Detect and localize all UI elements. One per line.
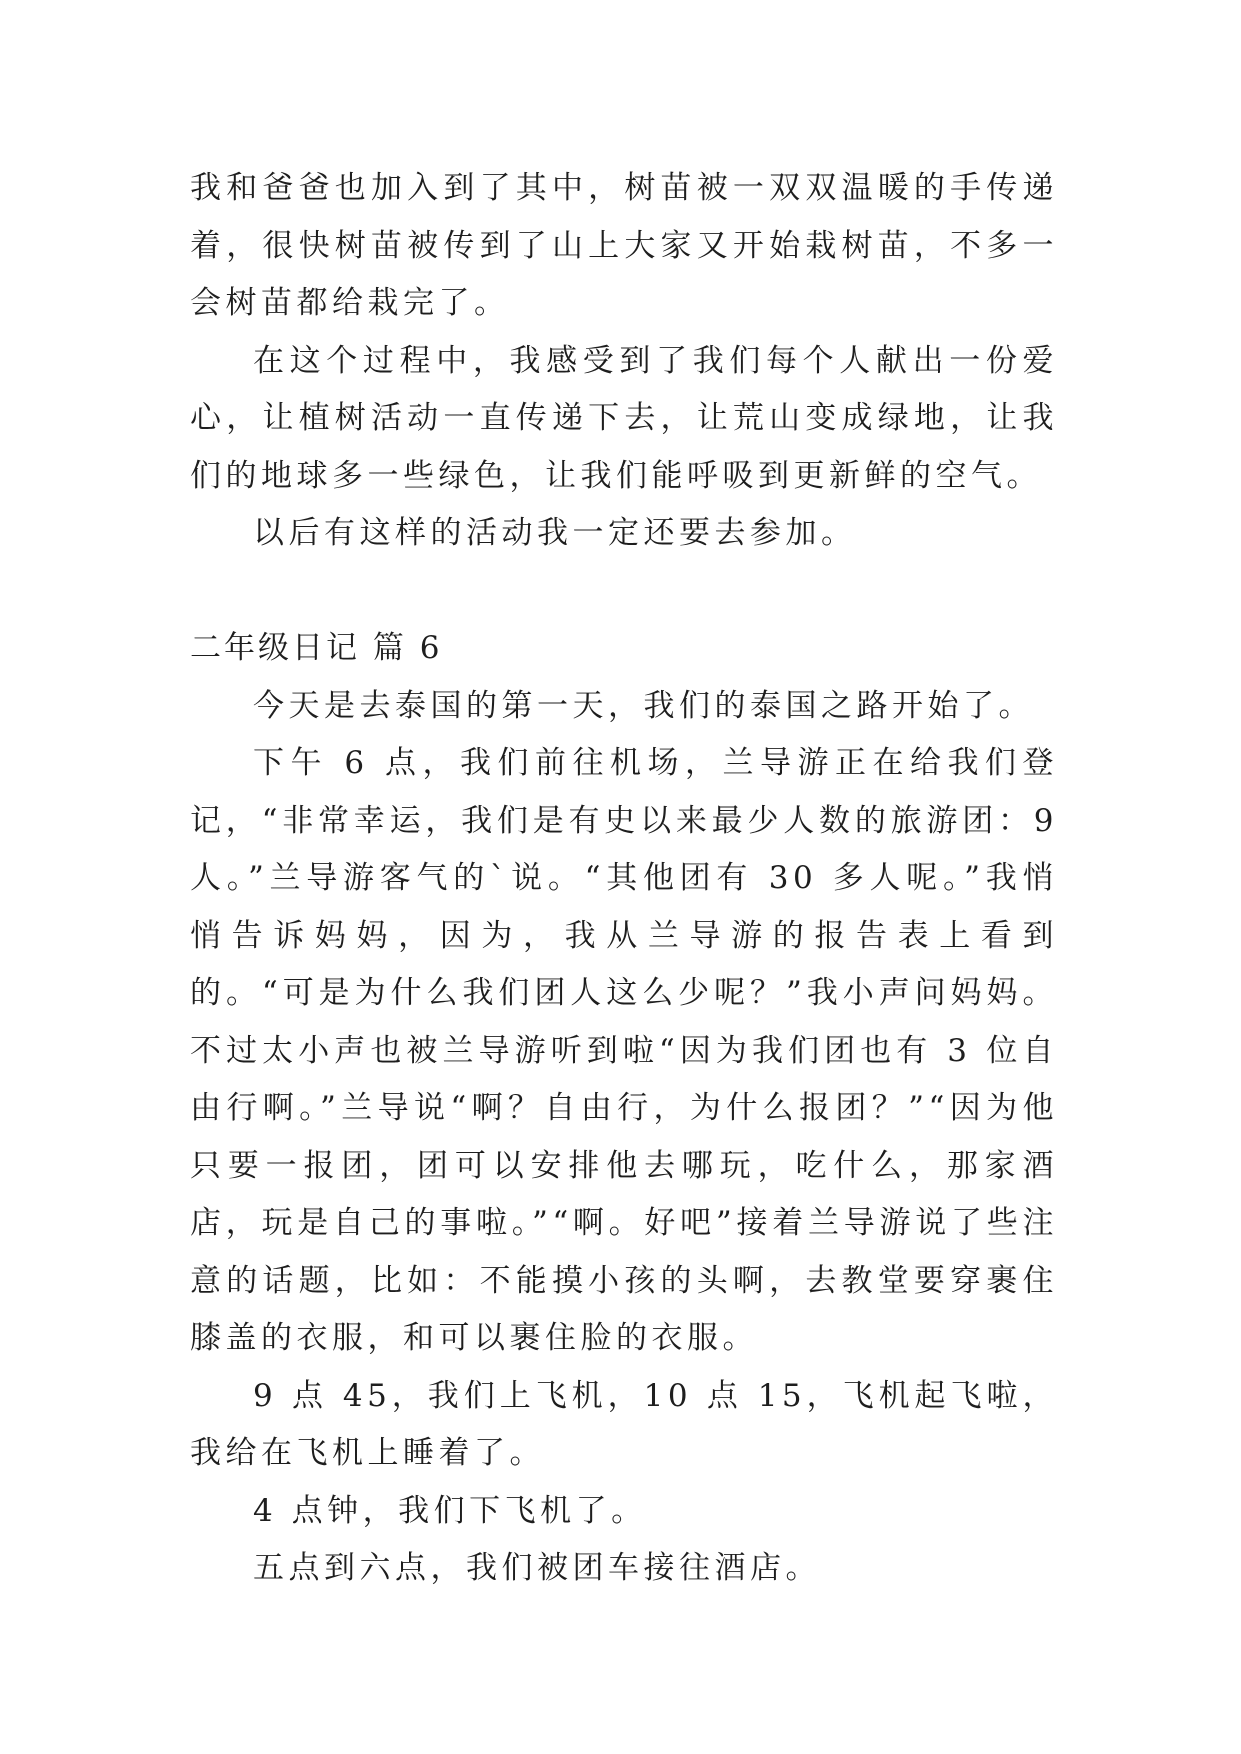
section-spacer <box>190 563 1058 621</box>
paragraph: 9 点 45，我们上飞机，10 点 15，飞机起飞啦，我给在飞机上睡着了。 <box>190 1377 1058 1471</box>
paragraph: 我和爸爸也加入到了其中，树苗被一双双温暖的手传递着，很快树苗被传到了山上大家又开始栽树苗，不多一会树苗都给栽完了。 <box>190 170 1058 321</box>
section-heading: 二年级日记 篇 6 <box>190 630 443 666</box>
paragraph: 以后有这样的活动我一定还要去参加。 <box>253 515 857 551</box>
document-body <box>190 160 1058 1598</box>
paragraph: 在这个过程中，我感受到了我们每个人献出一份爱心，让植树活动一直传递下去，让荒山变成绿地，让我们的地球多一些绿色，让我们能呼吸到更新鲜的空气。 <box>190 342 1058 494</box>
paragraph: 今天是去泰国的第一天，我们的泰国之路开始了。 <box>253 687 1034 724</box>
paragraph: 五点到六点，我们被团车接往酒店。 <box>253 1550 821 1586</box>
paragraph: 4 点钟，我们下飞机了。 <box>253 1492 647 1529</box>
paragraph: 下午 6 点，我们前往机场，兰导游正在给我们登记，“非常幸运，我们是有史以来最少人数的旅游团：9 人。”兰导游客气的`说。“其他团有 30 多人呢。”我悄悄告诉妈妈，因为，我从兰导游的报告表上看到的。“可是为什么我们团人这么少呢？”我小声问妈妈。不过太小声也被兰导游听到啦“因为我们团也有 3 位自由行啊。”兰导说“啊？自由行，为什么报团？”“因为他只要一报团，团可以安排他去哪玩，吃什么，那家酒店，玩是自己的事啦。”“啊。好吧”接着兰导游说了些注意的话题，比如：不能摸小孩的头啊，去教堂要穿裹住膝盖的衣服，和可以裹住脸的衣服。 <box>190 745 1058 1356</box>
